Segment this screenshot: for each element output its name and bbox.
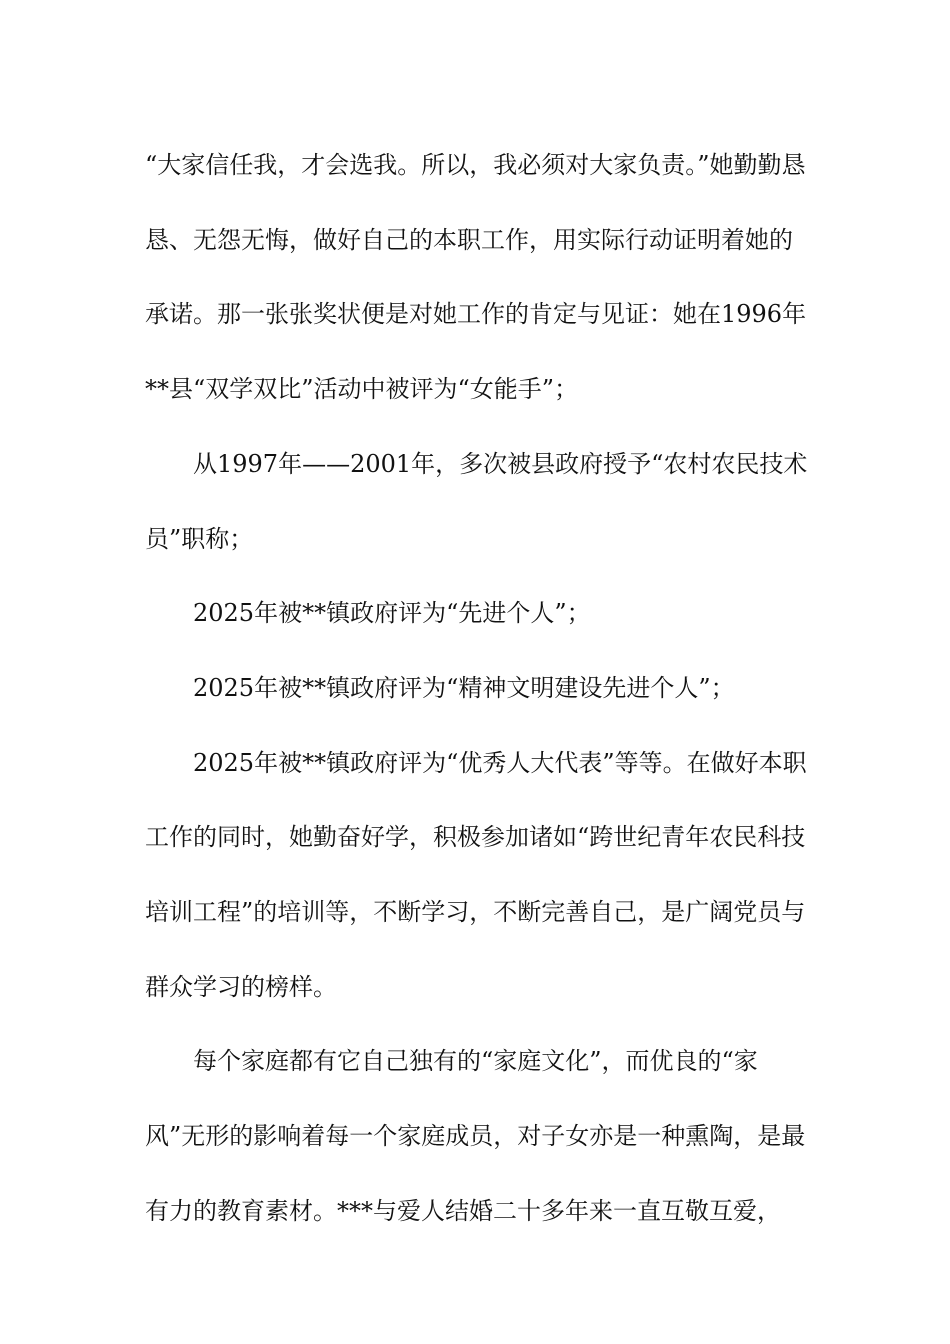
- paragraph-outstanding-deputy: 2025年被**镇政府评为“优秀人大代表”等等。在做好本职工作的同时，她勤奋好学，积极参加诸如“跨世纪青年农民科技培训工程”的培训等，不断学习，不断完善自己，是广阔党员与群众学习的榜样。: [145, 748, 807, 1001]
- paragraph-spiritual-civilization: 2025年被**镇政府评为“精神文明建设先进个人”；: [193, 673, 735, 702]
- paragraph-family-culture: 每个家庭都有它自己独有的“家庭文化”，而优良的“家风”无形的影响着每一个家庭成员，对子女亦是一种熏陶，是最有力的教育素材。***与爱人结婚二十多年来一直互敬互爱，: [145, 1047, 806, 1225]
- paragraph-advanced-individual: 2025年被**镇政府评为“先进个人”；: [193, 599, 591, 628]
- paragraph-technician-title: 从1997年——2001年，多次被县政府授予“农村农民技术员”职称；: [145, 449, 808, 553]
- paragraph-commitment: “大家信任我，才会选我。所以，我必须对大家负责。”她勤勤恳恳、无怨无悔，做好自己的本职工作，用实际行动证明着她的承诺。那一张张奖状便是对她工作的肯定与见证：她在1996年**县“双学双比”活动中被评为“女能手”；: [145, 151, 807, 404]
- document-body: [145, 128, 810, 1249]
